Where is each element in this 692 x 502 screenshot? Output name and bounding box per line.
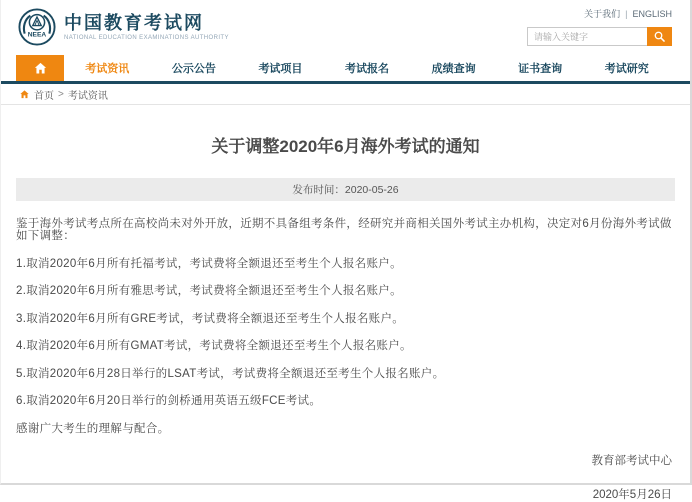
main-nav: [1, 55, 690, 84]
search-button[interactable]: [647, 27, 672, 46]
utility-links: [584, 7, 672, 20]
nav-home-button[interactable]: [16, 55, 64, 81]
list-item-toefl: 1.取消2020年6月所有托福考试，考试费将全额退还至考生个人报名账户。: [16, 257, 402, 270]
thanks-paragraph: 感谢广大考生的理解与配合。: [16, 422, 170, 435]
nav-item-exam-research[interactable]: 考试研究: [604, 63, 649, 75]
list-item-fce: 6.取消2020年6月20日举行的剑桥通用英语五级FCE考试。: [16, 395, 322, 407]
notice-article: [1, 132, 690, 502]
english-link[interactable]: ENGLISH: [632, 9, 672, 19]
svg-text:NEEA: NEEA: [27, 31, 47, 39]
nav-item-exam-registration[interactable]: 考试报名: [345, 63, 390, 75]
nav-item-certificate-inquiry[interactable]: 证书查询: [518, 63, 563, 75]
neea-logo-icon: [18, 8, 56, 46]
breadcrumb: [1, 84, 690, 105]
nav-items: [64, 55, 670, 81]
home-icon: [33, 61, 48, 76]
list-item-lsat: 5.取消2020年6月28日举行的LSAT考试，考试费将全额退还至考生个人报名账户。: [16, 367, 445, 380]
site-name: 中国教育考试网: [64, 13, 204, 33]
article-body: [16, 218, 675, 435]
search-input[interactable]: [527, 27, 647, 46]
nav-item-score-inquiry[interactable]: 成绩查询: [431, 63, 476, 75]
breadcrumb-home-icon: [19, 89, 30, 100]
list-item-ielts: 2.取消2020年6月所有雅思考试，考试费将全额退还至考生个人报名账户。: [16, 285, 402, 297]
article-title: 关于调整2020年6月海外考试的通知: [211, 137, 480, 156]
site-logo-link[interactable]: [18, 8, 229, 46]
publish-time-bar: [16, 178, 675, 201]
intro-paragraph: 鉴于海外考试考点所在高校尚未对外开放，近期不具备组考条件，经研究并商相关国外考试主办机构，决定对6月份海外考试做如下调整：: [16, 218, 672, 242]
link-separator: |: [625, 9, 628, 19]
breadcrumb-current: 考试资讯: [67, 90, 108, 102]
signature-block: [16, 452, 675, 502]
site-header: [1, 0, 690, 55]
breadcrumb-home-link[interactable]: 首页: [34, 90, 54, 102]
nav-item-exam-news[interactable]: 考试资讯: [85, 63, 130, 75]
signature-org: 教育部考试中心: [591, 454, 672, 467]
about-us-link[interactable]: 关于我们: [584, 9, 621, 19]
list-item-gre: 3.取消2020年6月所有GRE考试，考试费将全额退还至考生个人报名账户。: [16, 312, 405, 325]
list-item-gmat: 4.取消2020年6月所有GMAT考试，考试费将全额退还至考生个人报名账户。: [16, 340, 412, 352]
publish-time-text: 发布时间：2020-05-26: [292, 184, 399, 196]
logo-text: [64, 13, 229, 41]
search-bar: [527, 27, 672, 46]
nav-item-public-notices[interactable]: 公示公告: [171, 63, 216, 75]
breadcrumb-separator: >: [58, 88, 64, 100]
site-subtitle: NATIONAL EDUCATION EXAMINATIONS AUTHORITY: [64, 35, 229, 41]
search-icon: [653, 30, 666, 43]
signature-date: 2020年5月26日: [592, 488, 672, 501]
nav-item-exam-programs[interactable]: 考试项目: [258, 63, 303, 75]
